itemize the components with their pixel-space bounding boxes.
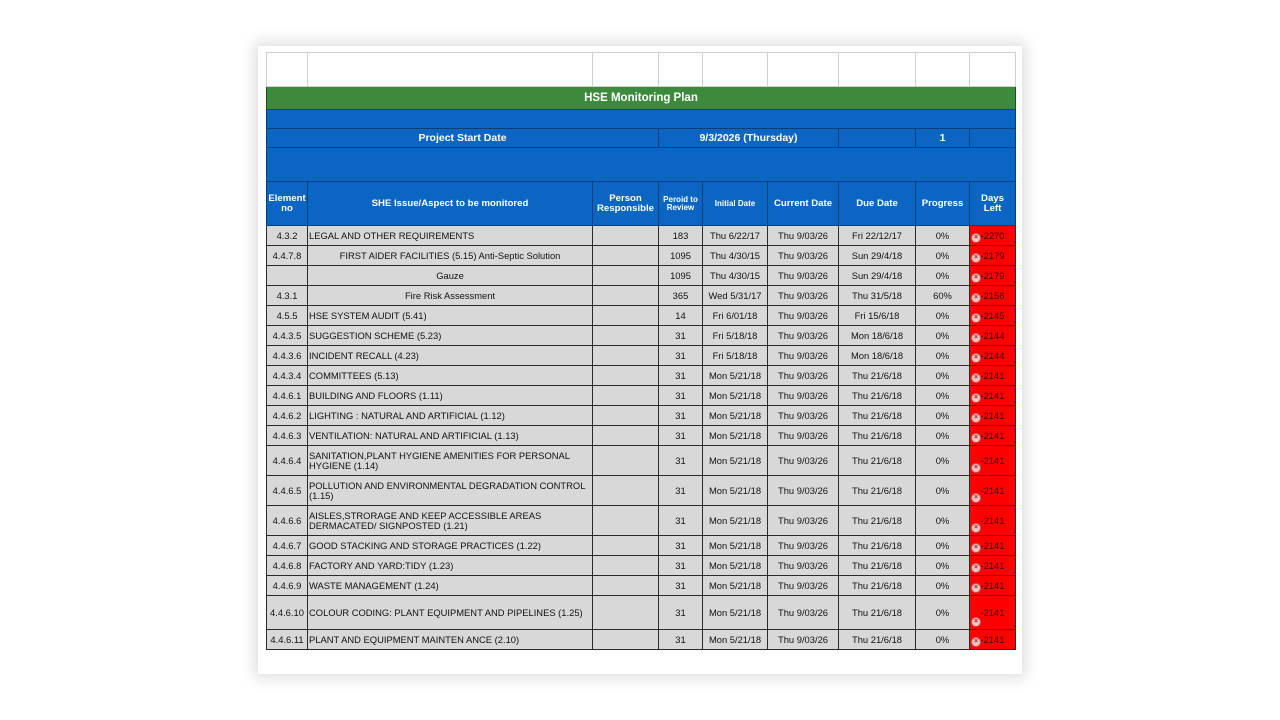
element-cell[interactable]: 4.4.3.4: [267, 366, 308, 386]
table-row: [267, 536, 1016, 556]
progress-cell[interactable]: 0%: [916, 536, 970, 556]
period-cell[interactable]: 31: [659, 346, 703, 366]
element-cell[interactable]: 4.4.6.7: [267, 536, 308, 556]
initial-date-cell[interactable]: Mon 5/21/18: [703, 476, 768, 506]
person-cell[interactable]: [593, 630, 659, 650]
initial-date-cell[interactable]: Mon 5/21/18: [703, 446, 768, 476]
element-cell[interactable]: 4.4.6.2: [267, 406, 308, 426]
error-x-icon: ×: [971, 253, 981, 263]
days-left-value: -2141: [980, 430, 1005, 441]
period-cell[interactable]: 31: [659, 426, 703, 446]
issue-cell[interactable]: COMMITTEES (5.13): [308, 366, 593, 386]
progress-cell[interactable]: 60%: [916, 286, 970, 306]
element-cell[interactable]: 4.4.6.1: [267, 386, 308, 406]
header-period[interactable]: Peroid to Review: [659, 182, 703, 226]
initial-date-cell[interactable]: Mon 5/21/18: [703, 536, 768, 556]
issue-cell[interactable]: FIRST AIDER FACILITIES (5.15) Anti-Septic Solution: [308, 246, 593, 266]
start-count[interactable]: 1: [916, 129, 970, 148]
current-date-cell[interactable]: Thu 9/03/26: [768, 476, 839, 506]
start-date-value[interactable]: 9/3/2026 (Thursday): [659, 129, 839, 148]
due-date-cell[interactable]: Thu 31/5/18: [839, 286, 916, 306]
due-date-cell[interactable]: Thu 21/6/18: [839, 576, 916, 596]
error-x-icon: ×: [971, 563, 981, 573]
issue-cell[interactable]: BUILDING AND FLOORS (1.11): [308, 386, 593, 406]
period-cell[interactable]: 31: [659, 596, 703, 630]
start-date-label[interactable]: Project Start Date: [267, 129, 659, 148]
days-left-value: -2156: [980, 290, 1005, 301]
progress-cell[interactable]: 0%: [916, 426, 970, 446]
current-date-cell[interactable]: Thu 9/03/26: [768, 556, 839, 576]
current-date-cell[interactable]: Thu 9/03/26: [768, 630, 839, 650]
due-date-cell[interactable]: Fri 15/6/18: [839, 306, 916, 326]
current-date-cell[interactable]: Thu 9/03/26: [768, 596, 839, 630]
days-left-cell[interactable]: [970, 536, 1016, 556]
blank-row: [267, 53, 1016, 87]
header-progress[interactable]: Progress: [916, 182, 970, 226]
table-row: [267, 246, 1016, 266]
element-cell[interactable]: 4.4.6.11: [267, 630, 308, 650]
period-cell[interactable]: 31: [659, 506, 703, 536]
element-cell[interactable]: 4.4.3.6: [267, 346, 308, 366]
person-cell[interactable]: [593, 386, 659, 406]
days-left-value: -2270: [980, 230, 1005, 241]
days-left-cell[interactable]: [970, 556, 1016, 576]
table-row: [267, 476, 1016, 506]
progress-cell[interactable]: 0%: [916, 226, 970, 246]
progress-cell[interactable]: 0%: [916, 506, 970, 536]
current-date-cell[interactable]: Thu 9/03/26: [768, 346, 839, 366]
days-left-cell[interactable]: [970, 386, 1016, 406]
due-date-cell[interactable]: Sun 29/4/18: [839, 266, 916, 286]
error-x-icon: ×: [971, 413, 981, 423]
issue-cell[interactable]: GOOD STACKING AND STORAGE PRACTICES (1.22): [308, 536, 593, 556]
issue-cell[interactable]: Fire Risk Assessment: [308, 286, 593, 306]
days-left-cell[interactable]: [970, 630, 1016, 650]
period-cell[interactable]: 31: [659, 406, 703, 426]
element-cell[interactable]: 4.4.6.4: [267, 446, 308, 476]
days-left-cell[interactable]: [970, 326, 1016, 346]
period-cell[interactable]: 31: [659, 556, 703, 576]
days-left-cell[interactable]: [970, 266, 1016, 286]
issue-cell[interactable]: SANITATION,PLANT HYGIENE AMENITIES FOR PERSONAL HYGIENE (1.14): [308, 446, 593, 476]
days-left-value: -2144: [980, 330, 1005, 341]
initial-date-cell[interactable]: Thu 4/30/15: [703, 246, 768, 266]
table-row: [267, 506, 1016, 536]
due-date-cell[interactable]: Thu 21/6/18: [839, 386, 916, 406]
progress-cell[interactable]: 0%: [916, 366, 970, 386]
days-left-cell[interactable]: [970, 406, 1016, 426]
period-cell[interactable]: 31: [659, 386, 703, 406]
element-cell[interactable]: 4.4.3.5: [267, 326, 308, 346]
initial-date-cell[interactable]: Fri 5/18/18: [703, 346, 768, 366]
error-x-icon: ×: [971, 293, 981, 303]
period-cell[interactable]: 31: [659, 536, 703, 556]
header-issue[interactable]: SHE Issue/Aspect to be monitored: [308, 182, 593, 226]
days-left-value: -2141: [980, 515, 1005, 526]
period-cell[interactable]: 31: [659, 630, 703, 650]
issue-cell[interactable]: LEGAL AND OTHER REQUIREMENTS: [308, 226, 593, 246]
progress-cell[interactable]: 0%: [916, 346, 970, 366]
person-cell[interactable]: [593, 306, 659, 326]
person-cell[interactable]: [593, 506, 659, 536]
initial-date-cell[interactable]: Fri 6/01/18: [703, 306, 768, 326]
days-left-value: -2141: [980, 370, 1005, 381]
element-cell[interactable]: [267, 266, 308, 286]
error-x-icon: ×: [971, 463, 981, 473]
person-cell[interactable]: [593, 226, 659, 246]
empty-cell[interactable]: [703, 53, 768, 87]
header-person[interactable]: Person Responsible: [593, 182, 659, 226]
due-date-cell[interactable]: Thu 21/6/18: [839, 426, 916, 446]
due-date-cell[interactable]: Fri 22/12/17: [839, 226, 916, 246]
progress-cell[interactable]: 0%: [916, 386, 970, 406]
days-left-value: -2141: [980, 410, 1005, 421]
initial-date-cell[interactable]: Mon 5/21/18: [703, 576, 768, 596]
progress-cell[interactable]: 0%: [916, 556, 970, 576]
empty-cell[interactable]: [839, 53, 916, 87]
person-cell[interactable]: [593, 476, 659, 506]
days-left-value: -2141: [980, 607, 1005, 618]
header-element-no[interactable]: Element no: [267, 182, 308, 226]
issue-cell[interactable]: INCIDENT RECALL (4.23): [308, 346, 593, 366]
days-left-value: -2141: [980, 540, 1005, 551]
initial-date-cell[interactable]: Thu 4/30/15: [703, 266, 768, 286]
error-x-icon: ×: [971, 583, 981, 593]
days-left-cell[interactable]: [970, 366, 1016, 386]
days-left-cell[interactable]: [970, 596, 1016, 630]
progress-cell[interactable]: 0%: [916, 476, 970, 506]
initial-date-cell[interactable]: Mon 5/21/18: [703, 426, 768, 446]
issue-cell[interactable]: SUGGESTION SCHEME (5.23): [308, 326, 593, 346]
blue-spacer: [267, 110, 1016, 129]
issue-cell[interactable]: PLANT AND EQUIPMENT MAINTEN ANCE (2.10): [308, 630, 593, 650]
initial-date-cell[interactable]: Mon 5/21/18: [703, 366, 768, 386]
issue-cell[interactable]: LIGHTING : NATURAL AND ARTIFICIAL (1.12): [308, 406, 593, 426]
issue-cell[interactable]: Gauze: [308, 266, 593, 286]
empty-cell[interactable]: [970, 129, 1016, 148]
days-left-value: -2141: [980, 560, 1005, 571]
days-left-value: -2145: [980, 310, 1005, 321]
initial-date-cell[interactable]: Mon 5/21/18: [703, 630, 768, 650]
empty-cell[interactable]: [308, 53, 593, 87]
error-x-icon: ×: [971, 353, 981, 363]
person-cell[interactable]: [593, 596, 659, 630]
due-date-cell[interactable]: Sun 29/4/18: [839, 246, 916, 266]
current-date-cell[interactable]: Thu 9/03/26: [768, 536, 839, 556]
issue-cell[interactable]: AISLES,STRORAGE AND KEEP ACCESSIBLE AREAS DERMACATED/ SIGNPOSTED (1.21): [308, 506, 593, 536]
days-left-cell[interactable]: [970, 286, 1016, 306]
due-date-cell[interactable]: Thu 21/6/18: [839, 476, 916, 506]
initial-date-cell[interactable]: Mon 5/21/18: [703, 406, 768, 426]
error-x-icon: ×: [971, 393, 981, 403]
current-date-cell[interactable]: Thu 9/03/26: [768, 426, 839, 446]
table-row: [267, 446, 1016, 476]
period-cell[interactable]: 1095: [659, 266, 703, 286]
data-rows: [267, 226, 1016, 650]
element-cell[interactable]: 4.4.6.3: [267, 426, 308, 446]
progress-cell[interactable]: 0%: [916, 446, 970, 476]
table-row: [267, 596, 1016, 630]
progress-cell[interactable]: 0%: [916, 630, 970, 650]
progress-cell[interactable]: 0%: [916, 266, 970, 286]
issue-cell[interactable]: COLOUR CODING: PLANT EQUIPMENT AND PIPELINES (1.25): [308, 596, 593, 630]
error-x-icon: ×: [971, 373, 981, 383]
person-cell[interactable]: [593, 366, 659, 386]
due-date-cell[interactable]: Thu 21/6/18: [839, 366, 916, 386]
days-left-cell[interactable]: [970, 506, 1016, 536]
days-left-cell[interactable]: [970, 346, 1016, 366]
days-left-value: -2144: [980, 350, 1005, 361]
days-left-cell[interactable]: [970, 426, 1016, 446]
element-cell[interactable]: 4.4.6.5: [267, 476, 308, 506]
days-left-cell[interactable]: [970, 306, 1016, 326]
error-x-icon: ×: [971, 333, 981, 343]
initial-date-cell[interactable]: Mon 5/21/18: [703, 386, 768, 406]
days-left-value: -2179: [980, 250, 1005, 261]
person-cell[interactable]: [593, 246, 659, 266]
table-row: [267, 386, 1016, 406]
table-row: [267, 226, 1016, 246]
due-date-cell[interactable]: Thu 21/6/18: [839, 406, 916, 426]
error-x-icon: ×: [971, 637, 981, 647]
person-cell[interactable]: [593, 346, 659, 366]
days-left-value: -2141: [980, 580, 1005, 591]
days-left-cell[interactable]: [970, 446, 1016, 476]
header-current-date[interactable]: Current Date: [768, 182, 839, 226]
issue-cell[interactable]: VENTILATION: NATURAL AND ARTIFICIAL (1.13): [308, 426, 593, 446]
period-cell[interactable]: 31: [659, 326, 703, 346]
table-row: [267, 576, 1016, 596]
error-x-icon: ×: [971, 617, 981, 627]
current-date-cell[interactable]: Thu 9/03/26: [768, 266, 839, 286]
progress-cell[interactable]: 0%: [916, 576, 970, 596]
days-left-cell[interactable]: [970, 246, 1016, 266]
days-left-value: -2141: [980, 485, 1005, 496]
element-cell[interactable]: 4.4.7.8: [267, 246, 308, 266]
empty-cell[interactable]: [916, 53, 970, 87]
period-cell[interactable]: 183: [659, 226, 703, 246]
table-row: [267, 286, 1016, 306]
initial-date-cell[interactable]: Fri 5/18/18: [703, 326, 768, 346]
header-due-date[interactable]: Due Date: [839, 182, 916, 226]
table-row: [267, 346, 1016, 366]
element-cell[interactable]: 4.4.6.8: [267, 556, 308, 576]
error-x-icon: ×: [971, 493, 981, 503]
table-row: [267, 366, 1016, 386]
issue-cell[interactable]: HSE SYSTEM AUDIT (5.41): [308, 306, 593, 326]
days-left-cell[interactable]: [970, 476, 1016, 506]
progress-cell[interactable]: 0%: [916, 306, 970, 326]
element-cell[interactable]: 4.5.5: [267, 306, 308, 326]
element-cell[interactable]: 4.4.6.10: [267, 596, 308, 630]
period-cell[interactable]: 31: [659, 576, 703, 596]
element-cell[interactable]: 4.3.1: [267, 286, 308, 306]
spreadsheet-page: [258, 46, 1022, 674]
current-date-cell[interactable]: Thu 9/03/26: [768, 286, 839, 306]
current-date-cell[interactable]: Thu 9/03/26: [768, 446, 839, 476]
empty-cell[interactable]: [970, 53, 1016, 87]
period-cell[interactable]: 14: [659, 306, 703, 326]
progress-cell[interactable]: 0%: [916, 246, 970, 266]
plan-title[interactable]: HSE Monitoring Plan: [267, 87, 1016, 110]
period-cell[interactable]: 31: [659, 446, 703, 476]
issue-cell[interactable]: FACTORY AND YARD:TIDY (1.23): [308, 556, 593, 576]
element-cell[interactable]: 4.3.2: [267, 226, 308, 246]
table-row: [267, 630, 1016, 650]
current-date-cell[interactable]: Thu 9/03/26: [768, 246, 839, 266]
error-x-icon: ×: [971, 543, 981, 553]
days-left-value: -2141: [980, 634, 1005, 645]
days-left-cell[interactable]: [970, 576, 1016, 596]
due-date-cell[interactable]: Thu 21/6/18: [839, 596, 916, 630]
current-date-cell[interactable]: Thu 9/03/26: [768, 326, 839, 346]
days-left-value: -2141: [980, 390, 1005, 401]
person-cell[interactable]: [593, 446, 659, 476]
empty-cell[interactable]: [839, 129, 916, 148]
error-x-icon: ×: [971, 523, 981, 533]
error-x-icon: ×: [971, 273, 981, 283]
issue-cell[interactable]: POLLUTION AND ENVIRONMENTAL DEGRADATION CONTROL (1.15): [308, 476, 593, 506]
blue-spacer: [267, 148, 1016, 182]
initial-date-cell[interactable]: Thu 6/22/17: [703, 226, 768, 246]
due-date-cell[interactable]: Mon 18/6/18: [839, 326, 916, 346]
element-cell[interactable]: 4.4.6.6: [267, 506, 308, 536]
empty-cell[interactable]: [267, 53, 308, 87]
progress-cell[interactable]: 0%: [916, 596, 970, 630]
days-left-cell[interactable]: [970, 226, 1016, 246]
empty-cell[interactable]: [593, 53, 659, 87]
initial-date-cell[interactable]: Mon 5/21/18: [703, 556, 768, 576]
table-row: [267, 326, 1016, 346]
current-date-cell[interactable]: Thu 9/03/26: [768, 366, 839, 386]
current-date-cell[interactable]: Thu 9/03/26: [768, 406, 839, 426]
period-cell[interactable]: 1095: [659, 246, 703, 266]
header-initial-date[interactable]: Initial Date: [703, 182, 768, 226]
project-start-row: [267, 129, 1016, 148]
error-x-icon: ×: [971, 233, 981, 243]
due-date-cell[interactable]: Thu 21/6/18: [839, 446, 916, 476]
current-date-cell[interactable]: Thu 9/03/26: [768, 576, 839, 596]
element-cell[interactable]: 4.4.6.9: [267, 576, 308, 596]
issue-cell[interactable]: WASTE MANAGEMENT (1.24): [308, 576, 593, 596]
person-cell[interactable]: [593, 426, 659, 446]
initial-date-cell[interactable]: Wed 5/31/17: [703, 286, 768, 306]
current-date-cell[interactable]: Thu 9/03/26: [768, 226, 839, 246]
header-days-left[interactable]: Days Left: [970, 182, 1016, 226]
due-date-cell[interactable]: Thu 21/6/18: [839, 630, 916, 650]
period-cell[interactable]: 31: [659, 476, 703, 506]
error-x-icon: ×: [971, 433, 981, 443]
period-cell[interactable]: 365: [659, 286, 703, 306]
current-date-cell[interactable]: Thu 9/03/26: [768, 386, 839, 406]
due-date-cell[interactable]: Thu 21/6/18: [839, 556, 916, 576]
column-headers: [267, 182, 1016, 226]
due-date-cell[interactable]: Thu 21/6/18: [839, 506, 916, 536]
error-x-icon: ×: [971, 313, 981, 323]
initial-date-cell[interactable]: Mon 5/21/18: [703, 596, 768, 630]
period-cell[interactable]: 31: [659, 366, 703, 386]
days-left-value: -2141: [980, 455, 1005, 466]
person-cell[interactable]: [593, 266, 659, 286]
person-cell[interactable]: [593, 536, 659, 556]
current-date-cell[interactable]: Thu 9/03/26: [768, 506, 839, 536]
table-row: [267, 556, 1016, 576]
empty-cell[interactable]: [768, 53, 839, 87]
empty-cell[interactable]: [659, 53, 703, 87]
person-cell[interactable]: [593, 286, 659, 306]
due-date-cell[interactable]: Thu 21/6/18: [839, 536, 916, 556]
table-row: [267, 306, 1016, 326]
initial-date-cell[interactable]: Mon 5/21/18: [703, 506, 768, 536]
current-date-cell[interactable]: Thu 9/03/26: [768, 306, 839, 326]
person-cell[interactable]: [593, 556, 659, 576]
progress-cell[interactable]: 0%: [916, 326, 970, 346]
days-left-value: -2179: [980, 270, 1005, 281]
person-cell[interactable]: [593, 326, 659, 346]
progress-cell[interactable]: 0%: [916, 406, 970, 426]
due-date-cell[interactable]: Mon 18/6/18: [839, 346, 916, 366]
table-row: [267, 266, 1016, 286]
hse-monitoring-table: [266, 52, 1016, 650]
table-row: [267, 406, 1016, 426]
table-row: [267, 426, 1016, 446]
person-cell[interactable]: [593, 576, 659, 596]
person-cell[interactable]: [593, 406, 659, 426]
